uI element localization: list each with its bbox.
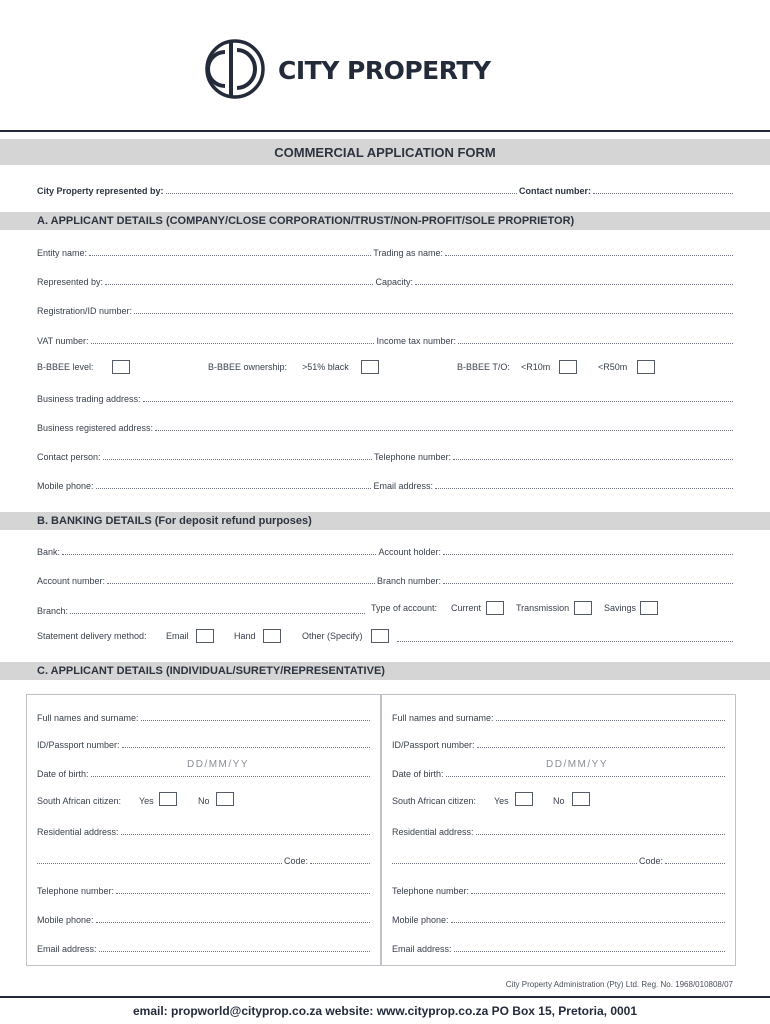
right-full-names-row xyxy=(382,709,735,723)
left-dob-placeholder: DD/MM/YY xyxy=(187,759,249,770)
left-citizen-no-checkbox[interactable] xyxy=(216,792,234,806)
a-represented-by-field[interactable] xyxy=(105,284,373,285)
right-full-names-field[interactable] xyxy=(496,720,725,721)
right-code-field[interactable] xyxy=(665,863,725,864)
left-dob-field[interactable] xyxy=(91,776,370,777)
left-email-row xyxy=(27,940,380,954)
capacity-label: Capacity: xyxy=(375,277,413,287)
contact-person-row xyxy=(37,448,735,462)
right-email-row xyxy=(382,940,735,954)
left-telephone-field[interactable] xyxy=(116,893,370,894)
branch-label: Branch: xyxy=(37,606,69,616)
header-rule xyxy=(0,130,770,132)
left-id-row xyxy=(27,736,380,750)
left-full-names-field[interactable] xyxy=(141,720,370,721)
section-a-heading: A. APPLICANT DETAILS (COMPANY/CLOSE CORPORATION/TRUST/NON-PROFIT/SOLE PROPRIETOR) xyxy=(0,212,770,230)
delivery-hand-checkbox[interactable] xyxy=(263,629,281,643)
left-code-field[interactable] xyxy=(310,863,370,864)
a-mobile-phone-field[interactable] xyxy=(96,488,372,489)
delivery-other-row xyxy=(395,630,735,644)
business-registered-address-row xyxy=(37,419,735,433)
a-telephone-number-label: Telephone number: xyxy=(373,452,451,462)
a-represented-by-label: Represented by: xyxy=(37,277,104,287)
left-yes-label: Yes xyxy=(139,796,154,806)
left-address-line-row xyxy=(27,852,380,866)
right-mobile-field[interactable] xyxy=(451,922,725,923)
delivery-other-label: Other (Specify) xyxy=(302,631,363,641)
entity-name-row xyxy=(37,244,735,258)
left-dob-row xyxy=(27,765,380,779)
a-mobile-phone-label: Mobile phone: xyxy=(37,481,94,491)
left-telephone-label: Telephone number: xyxy=(37,886,115,896)
left-full-names-label: Full names and surname: xyxy=(37,713,139,723)
business-registered-address-label: Business registered address: xyxy=(37,423,154,433)
delivery-hand-label: Hand xyxy=(234,631,256,641)
right-id-passport-field[interactable] xyxy=(477,747,725,748)
left-mobile-label: Mobile phone: xyxy=(37,915,94,925)
registration-number: City Property Administration (Pty) Ltd. Reg. No. 1968/010808/07 xyxy=(505,980,733,989)
business-trading-address-label: Business trading address: xyxy=(37,394,141,404)
bank-field[interactable] xyxy=(62,554,376,555)
left-id-passport-field[interactable] xyxy=(122,747,370,748)
applicant-panel-right xyxy=(381,694,736,966)
right-residential-address-label: Residential address: xyxy=(392,827,474,837)
bbbee-ownership-label: B-BBEE ownership: xyxy=(208,362,288,372)
vat-number-field[interactable] xyxy=(91,343,375,344)
type-savings-checkbox[interactable] xyxy=(640,601,658,615)
left-email-label: Email address: xyxy=(37,944,97,954)
to-r10m-label: <R10m xyxy=(521,362,551,372)
left-mobile-row xyxy=(27,911,380,925)
to-r50m-label: <R50m xyxy=(598,362,628,372)
trading-as-name-label: Trading as name: xyxy=(373,248,443,258)
delivery-email-label: Email xyxy=(166,631,189,641)
registration-row xyxy=(37,302,735,316)
contact-person-label: Contact person: xyxy=(37,452,101,462)
right-telephone-label: Telephone number: xyxy=(392,886,470,896)
left-dob-label: Date of birth: xyxy=(37,769,89,779)
contact-number-label: Contact number: xyxy=(519,186,591,196)
business-trading-address-row xyxy=(37,390,735,404)
left-email-field[interactable] xyxy=(99,951,370,952)
branch-number-field[interactable] xyxy=(443,583,733,584)
delivery-other-checkbox[interactable] xyxy=(371,629,389,643)
left-citizen-yes-checkbox[interactable] xyxy=(159,792,177,806)
type-of-account-label: Type of account: xyxy=(371,603,438,613)
registration-id-field[interactable] xyxy=(134,313,733,314)
contact-number-field[interactable] xyxy=(593,193,733,194)
left-telephone-row xyxy=(27,882,380,896)
account-holder-field[interactable] xyxy=(443,554,733,555)
type-transmission-checkbox[interactable] xyxy=(574,601,592,615)
branch-field[interactable] xyxy=(70,613,365,614)
vat-number-label: VAT number: xyxy=(37,336,89,346)
statement-delivery-label: Statement delivery method: xyxy=(37,631,147,641)
right-address-line-row xyxy=(382,852,735,866)
ownership-option-label: >51% black xyxy=(302,362,349,372)
left-mobile-field[interactable] xyxy=(96,922,370,923)
type-current-label: Current xyxy=(451,603,482,613)
section-b-heading: B. BANKING DETAILS (For deposit refund purposes) xyxy=(0,512,770,530)
to-r10m-checkbox[interactable] xyxy=(559,360,577,374)
trading-as-name-field[interactable] xyxy=(445,255,733,256)
entity-name-field[interactable] xyxy=(89,255,371,256)
right-citizen-yes-checkbox[interactable] xyxy=(515,792,533,806)
represented-by-field[interactable] xyxy=(166,193,517,194)
right-address-line-field[interactable] xyxy=(392,863,637,864)
right-dob-label: Date of birth: xyxy=(392,769,444,779)
type-transmission-label: Transmission xyxy=(516,603,570,613)
right-telephone-row xyxy=(382,882,735,896)
mobile-phone-row xyxy=(37,477,735,491)
branch-row xyxy=(37,602,367,616)
right-id-passport-label: ID/Passport number: xyxy=(392,740,475,750)
right-mobile-row xyxy=(382,911,735,925)
right-full-names-label: Full names and surname: xyxy=(392,713,494,723)
right-telephone-field[interactable] xyxy=(471,893,725,894)
right-residential-row xyxy=(382,823,735,837)
left-sa-citizen-label: South African citizen: xyxy=(37,796,122,806)
right-citizen-no-checkbox[interactable] xyxy=(572,792,590,806)
account-number-field[interactable] xyxy=(107,583,375,584)
left-code-label: Code: xyxy=(283,856,308,866)
right-yes-label: Yes xyxy=(494,796,509,806)
business-registered-address-field[interactable] xyxy=(155,430,733,431)
footer-contact: email: propworld@cityprop.co.za website: www.cityprop.co.za PO Box 15, Pretoria, 0001 xyxy=(132,1004,638,1018)
income-tax-number-field[interactable] xyxy=(458,343,733,344)
right-code-label: Code: xyxy=(638,856,663,866)
form-title: COMMERCIAL APPLICATION FORM xyxy=(0,139,770,165)
a-telephone-number-field[interactable] xyxy=(453,459,733,460)
income-tax-number-label: Income tax number: xyxy=(376,336,456,346)
registration-id-label: Registration/ID number: xyxy=(37,306,133,316)
delivery-email-checkbox[interactable] xyxy=(196,629,214,643)
capacity-field[interactable] xyxy=(415,284,733,285)
bank-row xyxy=(37,543,735,557)
city-property-logo-icon xyxy=(204,36,266,102)
account-number-label: Account number: xyxy=(37,576,106,586)
vat-row xyxy=(37,332,735,346)
left-id-passport-label: ID/Passport number: xyxy=(37,740,120,750)
account-holder-label: Account holder: xyxy=(378,547,441,557)
represented-by-label: City Property represented by: xyxy=(37,186,164,196)
right-id-row xyxy=(382,736,735,750)
to-r50m-checkbox[interactable] xyxy=(637,360,655,374)
a-email-address-label: Email address: xyxy=(373,481,433,491)
contact-person-field[interactable] xyxy=(103,459,372,460)
account-number-row xyxy=(37,572,735,586)
left-residential-address-field[interactable] xyxy=(121,834,370,835)
represented-by-row xyxy=(37,273,735,287)
left-address-line-field[interactable] xyxy=(37,863,282,864)
company-name: CITY PROPERTY xyxy=(278,55,491,85)
applicant-panel-left xyxy=(26,694,381,966)
right-residential-address-field[interactable] xyxy=(476,834,725,835)
right-sa-citizen-label: South African citizen: xyxy=(392,796,477,806)
branch-number-label: Branch number: xyxy=(376,576,441,586)
entity-name-label: Entity name: xyxy=(37,248,88,258)
bbbee-level-box[interactable] xyxy=(112,360,130,374)
bank-label: Bank: xyxy=(37,547,61,557)
right-dob-field[interactable] xyxy=(446,776,725,777)
bbbee-to-label: B-BBEE T/O: xyxy=(457,362,510,372)
right-email-label: Email address: xyxy=(392,944,452,954)
representative-row xyxy=(37,182,735,196)
section-c-heading: C. APPLICANT DETAILS (INDIVIDUAL/SURETY/REPRESENTATIVE) xyxy=(0,662,770,680)
left-no-label: No xyxy=(198,796,210,806)
company-logo xyxy=(204,36,491,102)
bbbee-level-label: B-BBEE level: xyxy=(37,362,94,372)
left-residential-row xyxy=(27,823,380,837)
footer-rule xyxy=(0,996,770,998)
a-email-address-field[interactable] xyxy=(435,488,733,489)
left-residential-address-label: Residential address: xyxy=(37,827,119,837)
left-full-names-row xyxy=(27,709,380,723)
right-mobile-label: Mobile phone: xyxy=(392,915,449,925)
type-current-checkbox[interactable] xyxy=(486,601,504,615)
delivery-other-field[interactable] xyxy=(397,641,733,642)
business-trading-address-field[interactable] xyxy=(143,401,733,402)
right-dob-placeholder: DD/MM/YY xyxy=(546,759,608,770)
type-savings-label: Savings xyxy=(604,603,637,613)
right-email-field[interactable] xyxy=(454,951,725,952)
right-no-label: No xyxy=(553,796,565,806)
ownership-51-black-checkbox[interactable] xyxy=(361,360,379,374)
right-dob-row xyxy=(382,765,735,779)
